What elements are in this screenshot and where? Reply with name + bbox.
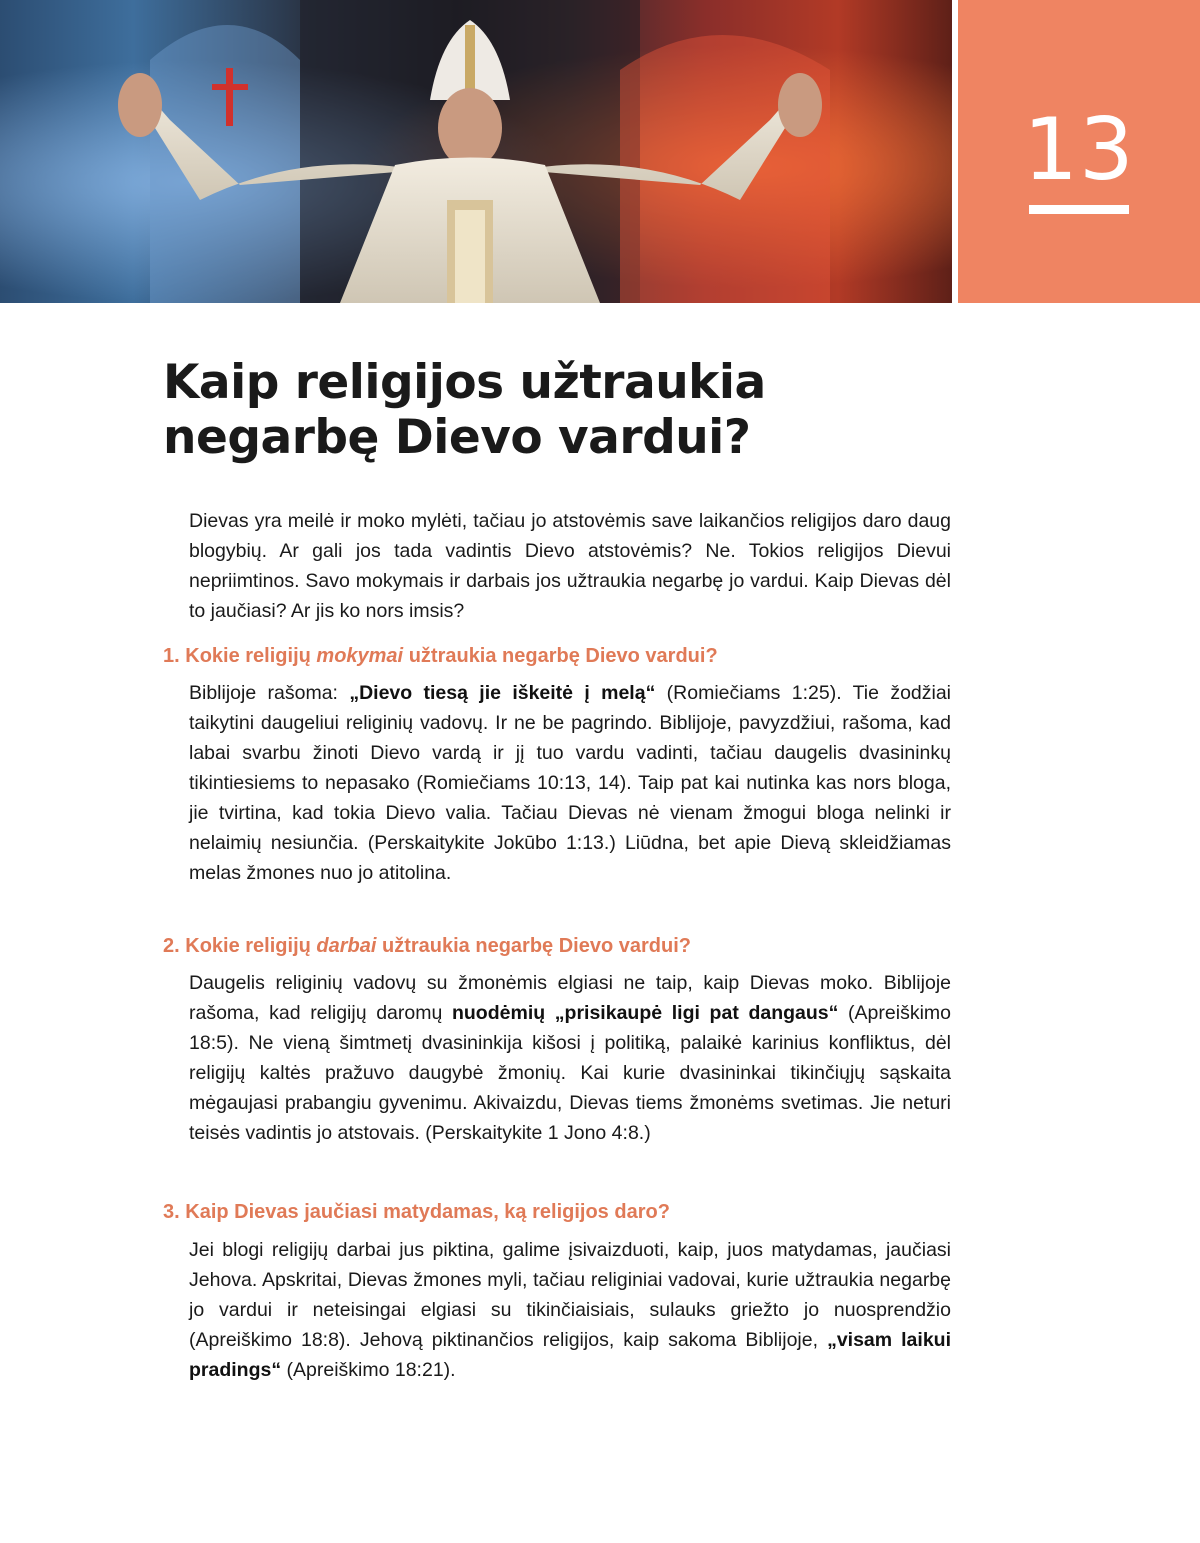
chapter-number: 13: [1023, 100, 1135, 200]
section-2-body-text-a: Daugelis religinių vadovų su žmonėmis elgiasi ne taip, kaip Dievas moko. Biblijoje rašoma, kad religijų daromų: [189, 972, 951, 1024]
section-3-scripture-quote: „visam laikui pradings“: [189, 1329, 951, 1381]
section-3-heading-text: Kaip Dievas jaučiasi matydamas, ką religijos daro?: [185, 1201, 670, 1223]
section-1-body: [189, 678, 951, 888]
section-2-heading: [163, 932, 963, 960]
section-1-body-text-b: (Romiečiams 1:25). Tie žodžiai taikytini daugeliui religinių vadovų. Ir ne be pagrindo. Biblijoje, pavyzdžiui, rašoma, kad labai svarbu žinoti Dievo vardą ir jį tuo vardu vadinti, tačiau daugelis dvasininkų tikintiesiems to nepasako (Romiečiams 10:13, 14). Taip pat kai nutinka kas nors bloga, jie tvirtina, kad tokia Dievo valia. Tačiau Dievas nė vienam žmogui bloga nelinki ir nelaimių nesiunčia. (Perskaitykite Jokūbo 1:13.) Liūdna, bet apie Dievą skleidžiamas melas žmones nuo jo atitolina.: [189, 682, 952, 884]
section-1-number: 1.: [163, 645, 180, 667]
section-2-heading-text-b: užtraukia negarbę Dievo vardui?: [382, 935, 691, 957]
chapter-underline: [1029, 205, 1129, 214]
section-1-heading: [163, 642, 963, 670]
section-2-number: 2.: [163, 935, 180, 957]
section-2-scripture-quote: nuodėmių „prisikaupė ligi pat dangaus“: [451, 1002, 839, 1024]
section-1-heading-emphasis: mokymai: [316, 645, 404, 667]
section-3-body-text-b: (Apreiškimo 18:21).: [281, 1359, 456, 1381]
page-title: [163, 355, 923, 465]
section-2-body-text-b: (Apreiškimo 18:5). Ne vieną šimtmetį dvasininkija kišosi į politiką, palaikė karinius konfliktus, dėl religijų kaltės pražuvo daugybė žmonių. Kai kurie dvasininkai tikinčiųjų sąskaita mėgaujasi prabangiu gyvenimu. Akivaizdu, Dievas tiems žmonėms svetimas. Jie neturi teisės vadintis jo atstovais. (Perskaitykite 1 Jono 4:8.): [189, 1002, 951, 1144]
chapter-badge: [958, 0, 1200, 303]
section-1-heading-text-a: Kokie religijų: [185, 645, 311, 667]
section-1-heading-text-b: užtraukia negarbę Dievo vardui?: [408, 645, 718, 667]
title-line-1: Kaip religijos užtraukia: [163, 355, 766, 410]
section-2-heading-text-a: Kokie religijų: [185, 935, 311, 957]
section-2-body: [189, 968, 951, 1148]
title-line-2: negarbę Dievo vardui?: [163, 410, 751, 465]
section-2-heading-emphasis: darbai: [316, 935, 377, 957]
hero-image-clergyman-raising-arms: [0, 0, 952, 303]
section-3-body-text-a: Jei blogi religijų darbai jus piktina, galime įsivaizduoti, kaip, juos matydamas, jaučiasi Jehova. Apskritai, Dievas žmones myli, tačiau religiniai vadovai, kurie užtraukia negarbę jo vardui ir neteisingai elgiasi su tikinčiaisiais, sulauks griežto jo nuosprendžio (Apreiškimo 18:8). Jehovą piktinančios religijos, kaip sakoma Biblijoje,: [189, 1239, 951, 1351]
cross-icon: [226, 68, 233, 126]
section-3-body: [189, 1235, 951, 1385]
section-3-heading: [163, 1198, 963, 1226]
intro-paragraph: Dievas yra meilė ir moko mylėti, tačiau jo atstovėmis save laikančios religijos daro daug blogybių. Ar gali jos tada vadintis Dievo atstovėmis? Ne. Tokios religijos Dievui nepriimtinos. Savo mokymais ir darbais jos užtraukia negarbę jo vardui. Kaip Dievas dėl to jaučiasi? Ar jis ko nors imsis?: [189, 510, 951, 622]
hero-illustration: [0, 0, 952, 303]
section-1-body-text-a: Biblijoje rašoma:: [189, 682, 350, 704]
section-1-scripture-quote: „Dievo tiesą jie iškeitė į melą“: [349, 682, 656, 704]
section-3-number: 3.: [163, 1201, 180, 1223]
